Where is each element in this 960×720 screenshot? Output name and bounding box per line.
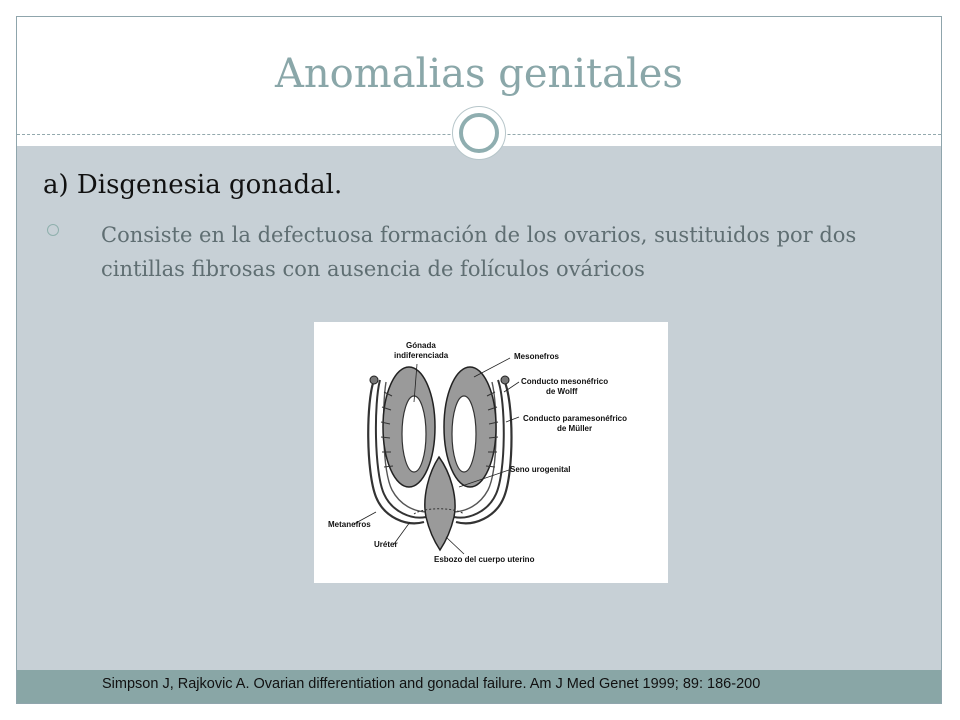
label-esbozo: Esbozo del cuerpo uterino	[434, 555, 535, 564]
gonad-diagram	[314, 322, 668, 583]
right-duct-cap	[501, 376, 509, 384]
label-ureter: Uréter	[374, 540, 398, 549]
anatomy-figure	[314, 322, 668, 583]
left-gonad	[402, 396, 426, 472]
ring-bullet-icon	[47, 224, 59, 236]
slide-title: Anomalias genitales	[275, 51, 683, 97]
slide-frame	[16, 16, 942, 704]
left-duct-cap	[370, 376, 378, 384]
label-muller-2: de Müller	[557, 424, 593, 433]
right-gonad	[452, 396, 476, 472]
footer-citation: Simpson J, Rajkovic A. Ovarian differentiation and gonadal failure. Am J Med Genet 1999; 89: 186-200	[102, 676, 761, 692]
label-metanefros: Metanefros	[328, 520, 371, 529]
label-seno: Seno urogenital	[510, 465, 571, 474]
label-muller-1: Conducto paramesonéfrico	[523, 414, 628, 423]
bullet-text: Consiste en la defectuosa formación de los ovarios, sustituidos por dos cintillas fibrosas con ausencia de folículos ováricos	[101, 223, 857, 281]
label-wolff-2: de Wolff	[546, 387, 578, 396]
content-area	[17, 146, 941, 670]
label-gonada-2: indiferenciada	[394, 351, 449, 360]
circle-ornament-icon	[452, 106, 506, 160]
urogenital-sinus	[425, 457, 455, 550]
label-wolff-1: Conducto mesonéfrico	[521, 377, 609, 386]
label-gonada-1: Gónada	[406, 341, 436, 350]
section-heading: a) Disgenesia gonadal.	[43, 170, 343, 200]
label-mesonefros: Mesonefros	[514, 352, 559, 361]
